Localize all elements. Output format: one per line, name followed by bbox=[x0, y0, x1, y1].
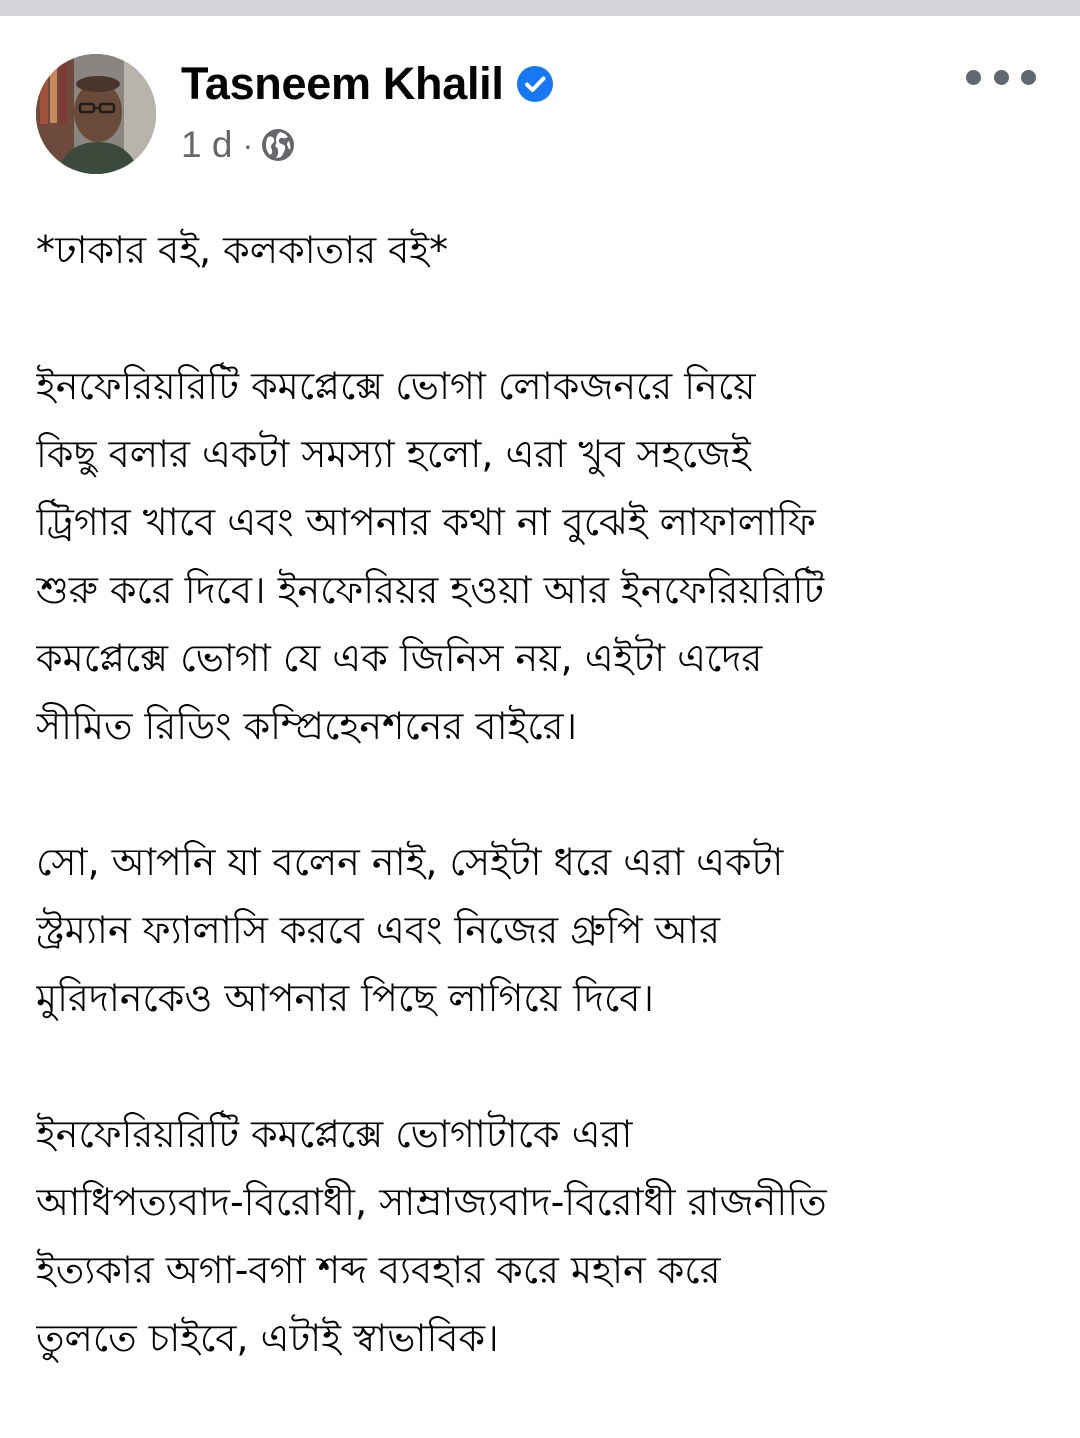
post-meta bbox=[181, 120, 295, 170]
post-text-line: কিছু বলার একটা সমস্যা হলো, এরা খুব সহজেই bbox=[36, 432, 751, 476]
post-text-line: সো, আপনি যা বলেন নাই, সেইটা ধরে এরা একটা bbox=[36, 840, 784, 884]
post-header bbox=[0, 16, 1080, 186]
post-text-line: মুরিদানকেও আপনার পিছে লাগিয়ে দিবে। bbox=[36, 976, 654, 1020]
post-text-line: তুলতে চাইবে, এটাই স্বাভাবিক। bbox=[36, 1316, 499, 1360]
post-title-line: *ঢাকার বই, কলকাতার বই* bbox=[36, 228, 449, 272]
post-text-line: আধিপত্যবাদ-বিরোধী, সাম্রাজ্যবাদ-বিরোধী রাজনীতি bbox=[36, 1180, 827, 1224]
post-text bbox=[36, 216, 1056, 1372]
post-text-line: ইনফেরিয়রিটি কমপ্লেক্সে ভোগাটাকে এরা bbox=[36, 1112, 633, 1156]
post-text-line: সীমিত রিডিং কম্প্রিহেনশনের বাইরে। bbox=[36, 704, 578, 748]
post-text-line: ট্রিগার খাবে এবং আপনার কথা না বুঝেই লাফালাফি bbox=[36, 500, 816, 544]
paragraph-gap bbox=[36, 1032, 1056, 1100]
meta-separator: · bbox=[242, 126, 254, 163]
post-timestamp[interactable]: 1 d bbox=[181, 124, 233, 165]
more-options-button[interactable] bbox=[966, 64, 1036, 90]
post-text-line: ইনফেরিয়রিটি কমপ্লেক্সে ভোগা লোকজনরে নিয়ে bbox=[36, 364, 756, 408]
more-options-icon-dot bbox=[1021, 70, 1036, 85]
verified-badge-icon bbox=[516, 65, 554, 103]
post-text-line: কমপ্লেক্সে ভোগা যে এক জিনিস নয়, এইটা এদের bbox=[36, 636, 763, 680]
author-name[interactable]: Tasneem Khalil bbox=[181, 58, 504, 109]
paragraph-gap bbox=[36, 284, 1056, 352]
top-divider-strip bbox=[0, 0, 1080, 16]
avatar-photo bbox=[36, 54, 156, 174]
author-row bbox=[181, 56, 554, 112]
globe-icon[interactable] bbox=[261, 128, 295, 162]
post-text-line: শুরু করে দিবে। ইনফেরিয়র হওয়া আর ইনফেরিয়রিটি bbox=[36, 568, 825, 612]
paragraph-gap bbox=[36, 760, 1056, 828]
post-text-line: স্ট্রম্যান ফ্যালাসি করবে এবং নিজের গ্রুপি আর bbox=[36, 908, 720, 952]
more-options-icon-dot bbox=[994, 70, 1009, 85]
author-avatar[interactable] bbox=[36, 54, 156, 174]
post-text-line: ইত্যকার অগা-বগা শব্দ ব্যবহার করে মহান করে bbox=[36, 1248, 721, 1292]
more-options-icon-dot bbox=[966, 70, 981, 85]
